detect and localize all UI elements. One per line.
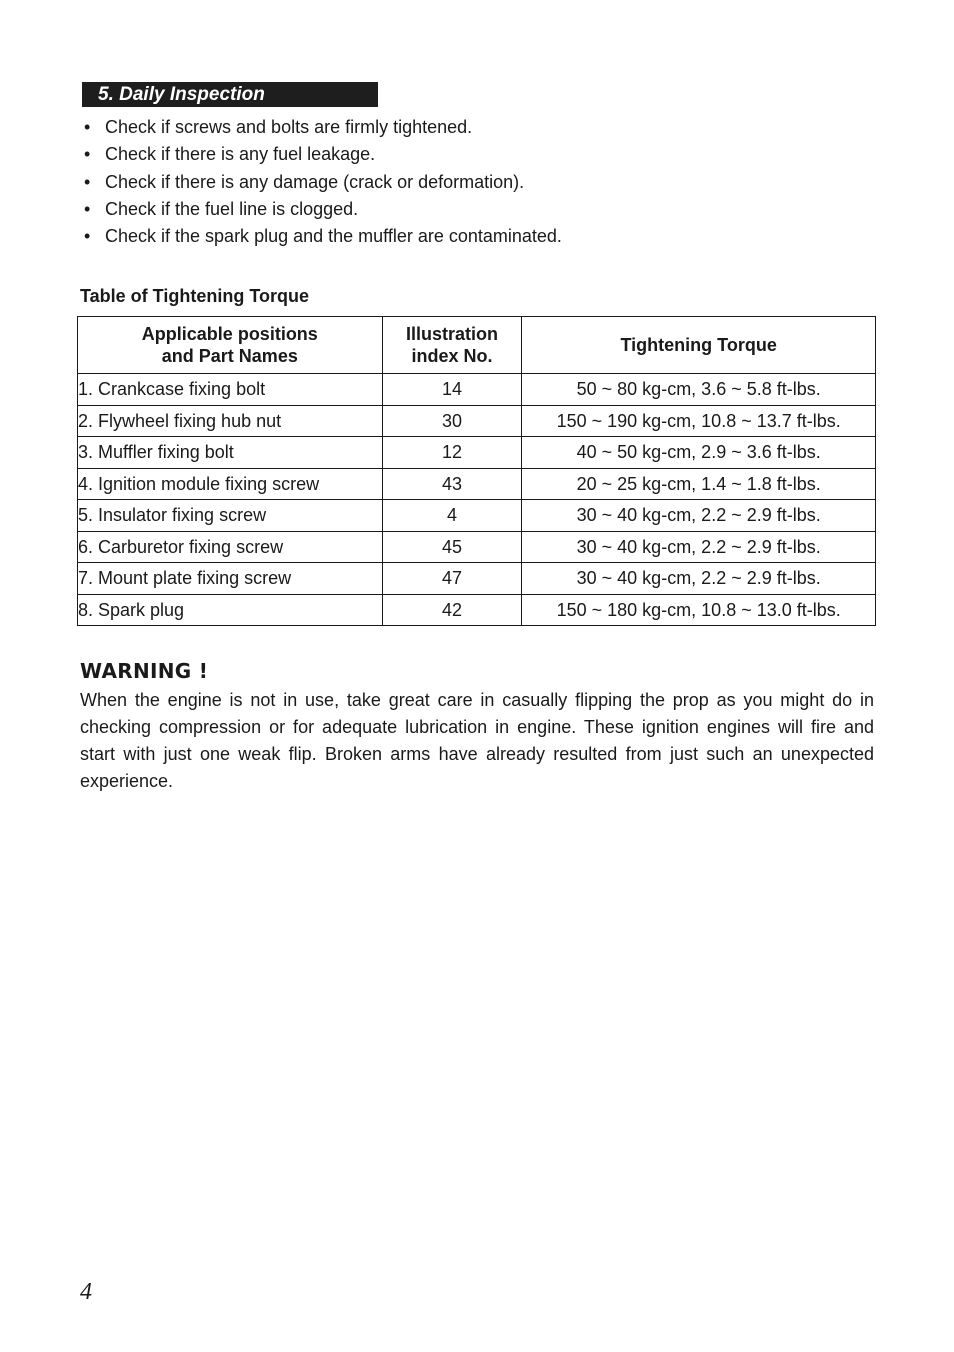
part-name-cell: 8. Spark plug: [78, 594, 383, 626]
index-cell: 43: [382, 468, 522, 500]
part-name-cell: 4. Ignition module fixing screw: [78, 468, 383, 500]
bullet-icon: •: [84, 117, 91, 137]
checklist-item: [84, 223, 562, 250]
part-name-cell: 6. Carburetor fixing screw: [78, 531, 383, 563]
inspection-checklist: [84, 114, 562, 250]
checklist-item-text: Check if screws and bolts are firmly tightened.: [105, 117, 473, 137]
part-name-cell: 3. Muffler fixing bolt: [78, 437, 383, 469]
bullet-icon: •: [84, 144, 91, 165]
index-cell: 30: [382, 405, 522, 437]
table-row: [78, 374, 876, 406]
checklist-item-text: Check if the fuel line is clogged.: [105, 198, 359, 219]
header-part-names: [78, 317, 383, 374]
part-name-cell: 1. Crankcase fixing bolt: [78, 374, 383, 406]
torque-table: [77, 316, 876, 626]
warning-body: When the engine is not in use, take great care in casually flipping the prop as you might do in checking compression or for adequate lubrication in engine. These ignition engines will fire and start with just one weak flip. Broken arms have already resulted from just such an unexpected experience.: [80, 690, 874, 791]
table-row: [78, 500, 876, 532]
torque-cell: 30 ~ 40 kg-cm, 2.2 ~ 2.9 ft-lbs.: [522, 531, 876, 563]
part-name-cell: 2. Flywheel fixing hub nut: [78, 405, 383, 437]
part-name-cell: 5. Insulator fixing screw: [78, 500, 383, 532]
index-cell: 14: [382, 374, 522, 406]
bullet-icon: •: [84, 171, 91, 192]
checklist-item-text: Check if there is any fuel leakage.: [105, 144, 376, 165]
torque-cell: 30 ~ 40 kg-cm, 2.2 ~ 2.9 ft-lbs.: [522, 500, 876, 532]
table-row: [78, 437, 876, 469]
torque-cell: 150 ~ 190 kg-cm, 10.8 ~ 13.7 ft-lbs.: [522, 405, 876, 437]
index-cell: 47: [382, 563, 522, 595]
table-title: Table of Tightening Torque: [80, 286, 309, 306]
part-name-cell: 7. Mount plate fixing screw: [78, 563, 383, 595]
table-row: [78, 468, 876, 500]
header-part-names-line1: Applicable positions: [141, 324, 318, 344]
torque-cell: 50 ~ 80 kg-cm, 3.6 ~ 5.8 ft-lbs.: [522, 374, 876, 406]
header-index-no: [382, 317, 522, 374]
checklist-item-text: Check if there is any damage (crack or deformation).: [105, 171, 525, 192]
torque-cell: 20 ~ 25 kg-cm, 1.4 ~ 1.8 ft-lbs.: [522, 468, 876, 500]
bullet-icon: •: [84, 198, 91, 219]
torque-cell: 150 ~ 180 kg-cm, 10.8 ~ 13.0 ft-lbs.: [522, 594, 876, 626]
header-part-names-line2: and Part Names: [161, 346, 298, 366]
index-cell: 12: [382, 437, 522, 469]
torque-cell: 40 ~ 50 kg-cm, 2.9 ~ 3.6 ft-lbs.: [522, 437, 876, 469]
table-row: [78, 405, 876, 437]
torque-cell: 30 ~ 40 kg-cm, 2.2 ~ 2.9 ft-lbs.: [522, 563, 876, 595]
checklist-item: [84, 141, 562, 168]
section-title: 5. Daily Inspection: [82, 82, 378, 107]
bullet-icon: •: [84, 226, 91, 247]
table-header-row: [78, 317, 876, 374]
header-index-line2: index No.: [411, 346, 493, 366]
warning-title: WARNING !: [80, 659, 209, 683]
table-row: [78, 531, 876, 563]
index-cell: 42: [382, 594, 522, 626]
header-index-line1: Illustration: [406, 324, 499, 344]
table-row: [78, 594, 876, 626]
checklist-item: [84, 196, 562, 223]
checklist-item-text: Check if the spark plug and the muffler are contaminated.: [105, 226, 562, 247]
page-number: 4: [80, 1279, 92, 1305]
checklist-item: [84, 169, 562, 196]
header-torque: Tightening Torque: [522, 317, 876, 374]
index-cell: 4: [382, 500, 522, 532]
index-cell: 45: [382, 531, 522, 563]
table-row: [78, 563, 876, 595]
checklist-item: [84, 114, 562, 141]
